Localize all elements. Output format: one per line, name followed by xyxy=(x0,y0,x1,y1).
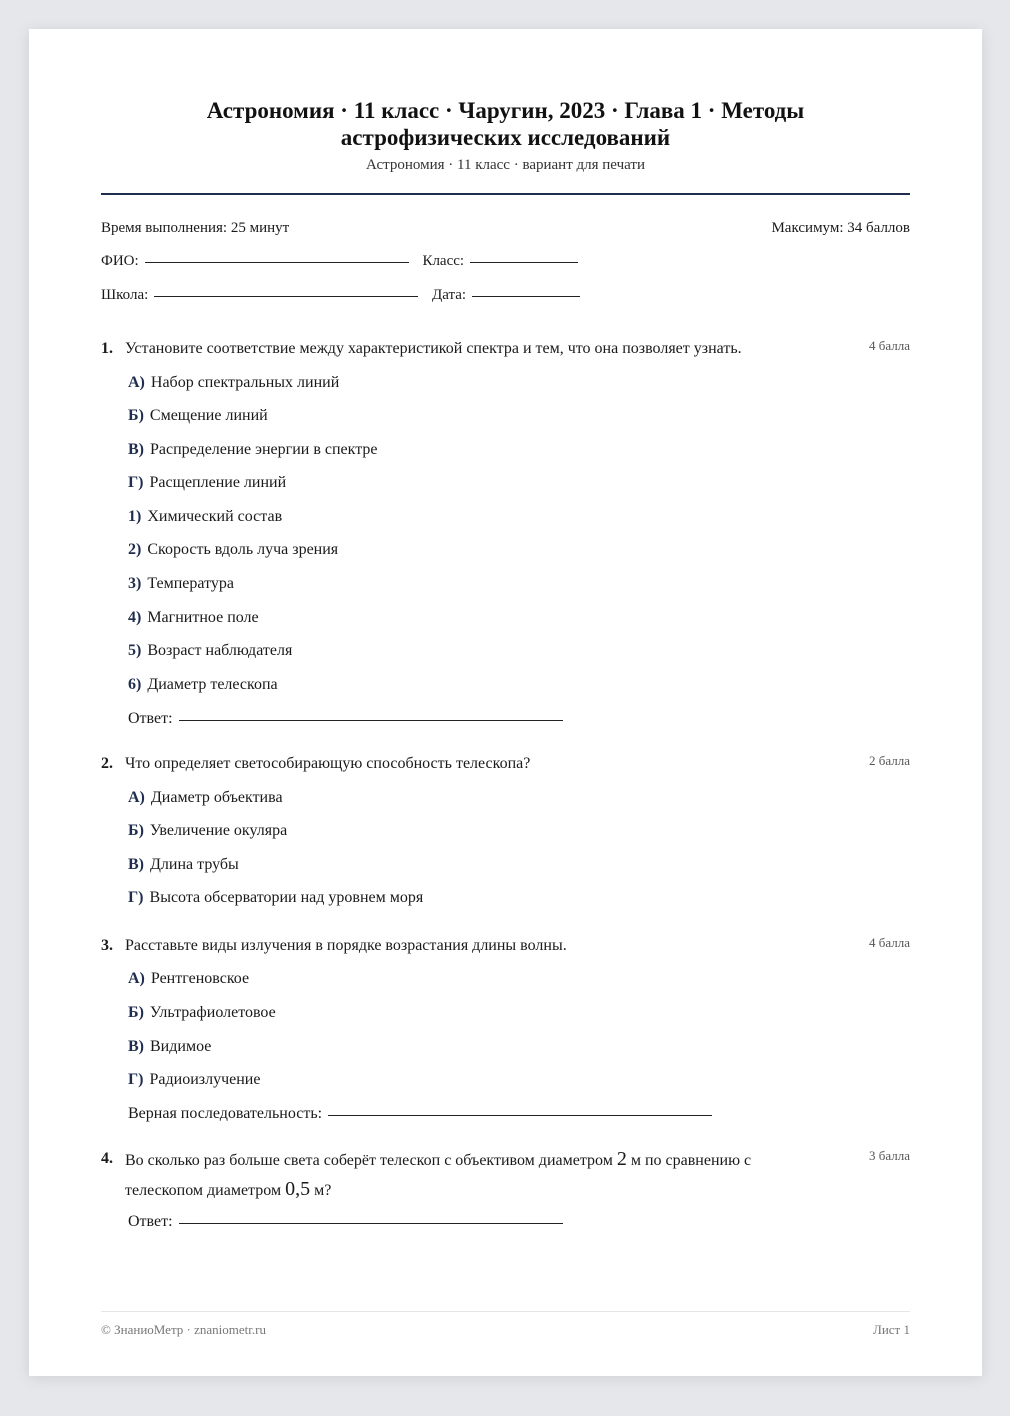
option-text: Распределение энергии в спектре xyxy=(150,441,378,458)
question-points: 4 балла xyxy=(869,935,910,950)
max-score: Максимум: 34 баллов xyxy=(771,220,910,236)
option-item[interactable] xyxy=(128,1004,276,1022)
math-value: 2 xyxy=(616,1148,627,1170)
worksheet-page xyxy=(29,29,982,1376)
answer-row xyxy=(128,1105,712,1123)
school-field[interactable] xyxy=(154,295,418,297)
option-key: А) xyxy=(128,789,145,806)
class-field[interactable] xyxy=(470,261,578,263)
answer-label: Ответ: xyxy=(128,1213,173,1230)
answer-field[interactable] xyxy=(179,719,563,721)
option-item[interactable] xyxy=(128,889,423,907)
footer-copyright: © ЗнаниоМетр · znaniometr.ru xyxy=(101,1322,266,1337)
question-number: 4. xyxy=(101,1150,113,1167)
question-header xyxy=(101,335,910,363)
option-item[interactable] xyxy=(128,441,378,459)
option-text: Возраст наблюдателя xyxy=(147,642,293,659)
answer-field[interactable] xyxy=(328,1114,712,1116)
option-key: А) xyxy=(128,374,145,391)
option-item[interactable] xyxy=(128,676,278,694)
option-key: 3) xyxy=(128,575,142,592)
question-text xyxy=(125,1148,752,1200)
question-2 xyxy=(101,750,910,778)
option-item[interactable] xyxy=(128,407,268,425)
option-text: Расщепление линий xyxy=(149,474,287,491)
option-key: Б) xyxy=(128,1004,144,1021)
option-text: Набор спектральных линий xyxy=(150,374,340,391)
option-text: Химический состав xyxy=(147,508,283,525)
question-number: 3. xyxy=(101,937,113,954)
option-key: 2) xyxy=(128,541,142,558)
option-text: Смещение линий xyxy=(149,407,268,424)
question-points: 3 балла xyxy=(869,1148,910,1163)
option-text: Длина трубы xyxy=(150,856,239,873)
answer-label: Ответ: xyxy=(128,710,173,727)
option-text: Видимое xyxy=(150,1038,212,1055)
title-line-2: астрофизических исследований xyxy=(340,125,671,150)
option-text: Рентгеновское xyxy=(150,970,250,987)
option-key: Г) xyxy=(128,1071,144,1088)
option-item[interactable] xyxy=(128,508,282,526)
option-text: Высота обсерватории над уровнем моря xyxy=(149,889,424,906)
option-item[interactable] xyxy=(128,970,249,988)
option-key: 6) xyxy=(128,676,142,693)
footer-divider xyxy=(101,1311,910,1312)
answer-label: Верная последовательность: xyxy=(128,1105,323,1122)
footer-page-number: Лист 1 xyxy=(873,1322,910,1337)
option-key: 5) xyxy=(128,642,142,659)
option-key: В) xyxy=(128,1038,144,1055)
option-key: 1) xyxy=(128,508,142,525)
option-text: Ультрафиолетовое xyxy=(149,1004,276,1021)
question-text-part: Во сколько раз больше света соберёт телескоп с объективом диаметром xyxy=(125,1152,617,1169)
math-value: 0,5 xyxy=(285,1178,311,1200)
question-text: Установите соответствие между характеристикой спектра и тем, что она позволяет узнать. xyxy=(125,340,742,357)
answer-field[interactable] xyxy=(179,1222,563,1224)
question-points: 4 балла xyxy=(869,338,910,353)
option-item[interactable] xyxy=(128,541,338,559)
option-text: Увеличение окуляра xyxy=(149,822,288,839)
option-text: Магнитное поле xyxy=(147,609,259,626)
option-item[interactable] xyxy=(128,642,292,660)
option-key: А) xyxy=(128,970,145,987)
question-number: 1. xyxy=(101,340,113,357)
question-text: Что определяет светособирающую способность телескопа? xyxy=(125,755,531,772)
page-subtitle: Астрономия · 11 класс · вариант для печати xyxy=(366,157,645,173)
question-text: Расставьте виды излучения в порядке возрастания длины волны. xyxy=(125,937,567,954)
option-key: Г) xyxy=(128,889,144,906)
option-text: Диаметр телескопа xyxy=(147,676,278,693)
question-header xyxy=(101,750,910,778)
page-content xyxy=(101,29,910,1376)
class-label: Класс: xyxy=(422,253,465,269)
question-header xyxy=(101,932,910,960)
school-label: Школа: xyxy=(101,287,149,303)
option-text: Скорость вдоль луча зрения xyxy=(147,541,339,558)
date-field[interactable] xyxy=(472,295,580,297)
page-title xyxy=(101,97,910,151)
answer-row xyxy=(128,1213,563,1231)
option-item[interactable] xyxy=(128,1038,211,1056)
option-key: Б) xyxy=(128,822,144,839)
option-item[interactable] xyxy=(128,374,339,392)
option-key: Б) xyxy=(128,407,144,424)
option-item[interactable] xyxy=(128,822,287,840)
header-divider xyxy=(101,193,910,195)
option-text: Температура xyxy=(147,575,234,592)
option-key: В) xyxy=(128,856,144,873)
option-item[interactable] xyxy=(128,856,239,874)
title-line-1: Астрономия · 11 класс · Чаругин, 2023 · Глава 1 · Методы xyxy=(206,98,805,123)
question-text-part: м? xyxy=(310,1182,332,1199)
meta-row-school xyxy=(101,287,910,304)
option-key: В) xyxy=(128,441,144,458)
option-item[interactable] xyxy=(128,474,286,492)
option-item[interactable] xyxy=(128,789,283,807)
question-1 xyxy=(101,335,910,363)
fio-field[interactable] xyxy=(145,261,409,263)
question-points: 2 балла xyxy=(869,753,910,768)
option-key: Г) xyxy=(128,474,144,491)
meta-row-fio xyxy=(101,253,910,270)
question-number: 2. xyxy=(101,755,113,772)
question-4 xyxy=(101,1145,910,1205)
option-item[interactable] xyxy=(128,1071,260,1089)
option-item[interactable] xyxy=(128,609,259,627)
option-text: Радиоизлучение xyxy=(149,1071,261,1088)
question-header xyxy=(101,1145,910,1205)
option-text: Диаметр объектива xyxy=(150,789,283,806)
question-text-part: м по сравнению с телескопом диаметром xyxy=(125,1152,752,1199)
time-limit: Время выполнения: 25 минут xyxy=(101,220,290,236)
answer-row xyxy=(128,710,563,728)
question-3 xyxy=(101,932,910,960)
option-key: 4) xyxy=(128,609,142,626)
date-label: Дата: xyxy=(432,287,467,303)
option-item[interactable] xyxy=(128,575,234,593)
fio-label: ФИО: xyxy=(101,253,139,269)
